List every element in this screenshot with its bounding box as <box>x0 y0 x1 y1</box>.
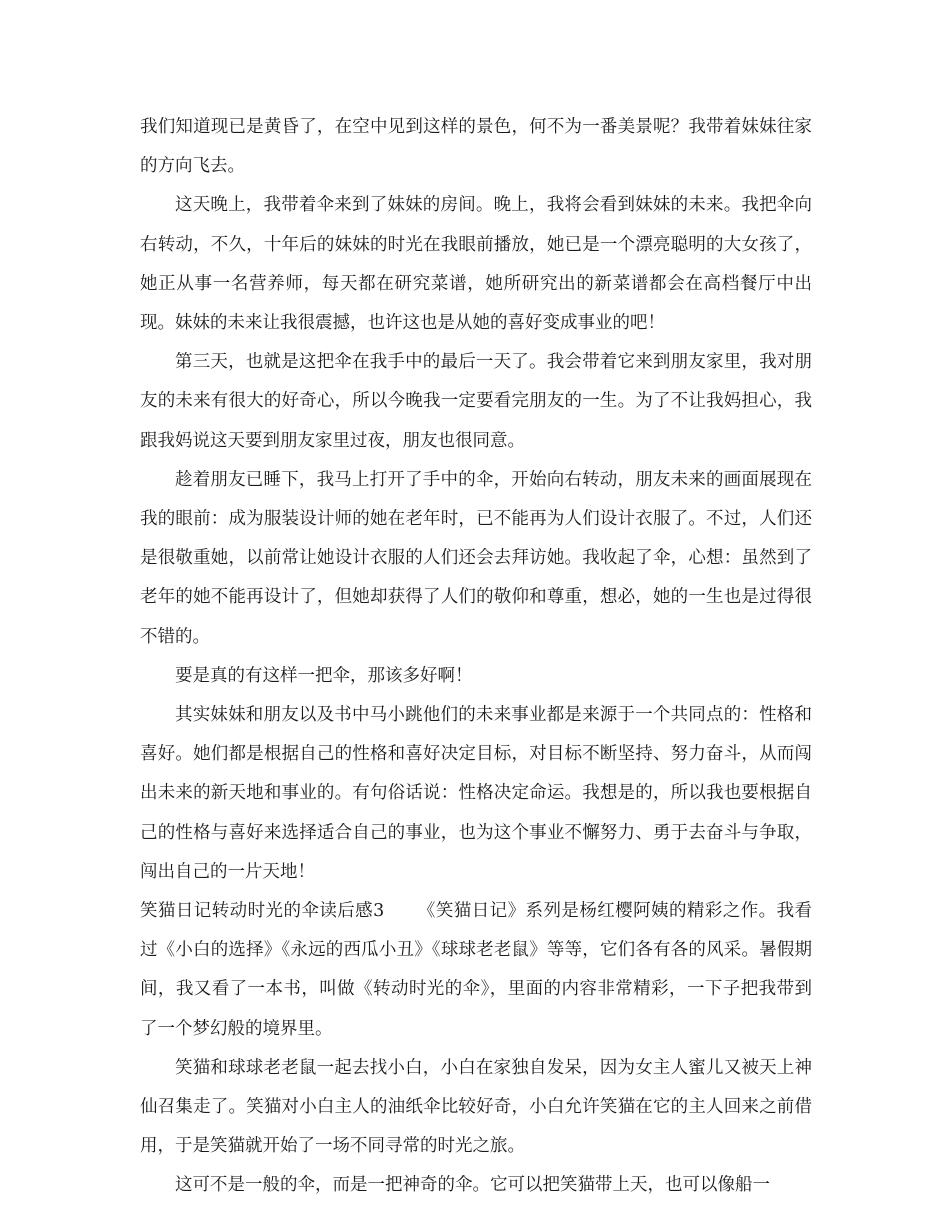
section-intro-text: 《笑猫日记》系列是杨红樱阿姨的精彩之作。我看过《小白的选择》《永远的西瓜小丑》《球球老老鼠》等等，它们各有各的风采。暑假期间，我又看了一本书，叫做《转动时光的伞》，里面的内容非常精彩，一下子把我带到了一个梦幻般的境界里。 <box>140 901 812 1039</box>
paragraph-8: 这可不是一般的伞，而是一把神奇的伞。它可以把笑猫带上天，也可以像船一 <box>175 1175 770 1196</box>
paragraph-1: 我们知道现已是黄昏了，在空中见到这样的景色，何不为一番美景呢？我带着妹妹往家的方向飞去。 <box>140 117 812 177</box>
paragraph-3: 第三天，也就是这把伞在我手中的最后一天了。我会带着它来到朋友家里，我对朋友的未来有很大的好奇心，所以今晚我一定要看完朋友的一生。为了不让我妈担心，我跟我妈说这天要到朋友家里过夜，朋友也很同意。 <box>140 352 812 451</box>
section-title: 笑猫日记转动时光的伞读后感3 <box>140 901 385 922</box>
paragraph-7: 笑猫和球球老老鼠一起去找小白，小白在家独自发呆，因为女主人蜜儿又被天上神仙召集走了。笑猫对小白主人的油纸伞比较好奇，小白允许笑猫在它的主人回来之前借用，于是笑猫就开始了一场不同寻常的时光之旅。 <box>140 1057 812 1157</box>
document-page <box>140 108 812 1206</box>
paragraph-2: 这天晚上，我带着伞来到了妹妹的房间。晚上，我将会看到妹妹的未来。我把伞向右转动，不久，十年后的妹妹的时光在我眼前播放，她已是一个漂亮聪明的大女孩了，她正从事一名营养师，每天都在研究菜谱，她所研究出的新菜谱都会在高档餐厅中出现。妹妹的未来让我很震撼，也许这也是从她的喜好变成事业的吧！ <box>140 195 812 334</box>
paragraph-5: 要是真的有这样一把伞，那该多好啊！ <box>175 665 473 686</box>
paragraph-6: 其实妹妹和朋友以及书中马小跳他们的未来事业都是来源于一个共同点的：性格和喜好。她们都是根据自己的性格和喜好决定目标，对目标不断坚持、努力奋斗，从而闯出未来的新天地和事业的。有句俗话说：性格决定命运。我想是的，所以我也要根据自己的性格与喜好来选择适合自己的事业，也为这个事业不懈努力、勇于去奋斗与争取，闯出自己的一片天地！ <box>140 705 812 882</box>
section-heading-paragraph <box>140 892 812 1049</box>
paragraph-4: 趁着朋友已睡下，我马上打开了手中的伞，开始向右转动，朋友未来的画面展现在我的眼前：成为服装设计师的她在老年时，已不能再为人们设计衣服了。不过，人们还是很敬重她，以前常让她设计衣服的人们还会去拜访她。我收起了伞，心想：虽然到了老年的她不能再设计了，但她却获得了人们的敬仰和尊重，想必，她的一生也是过得很不错的。 <box>140 469 812 647</box>
